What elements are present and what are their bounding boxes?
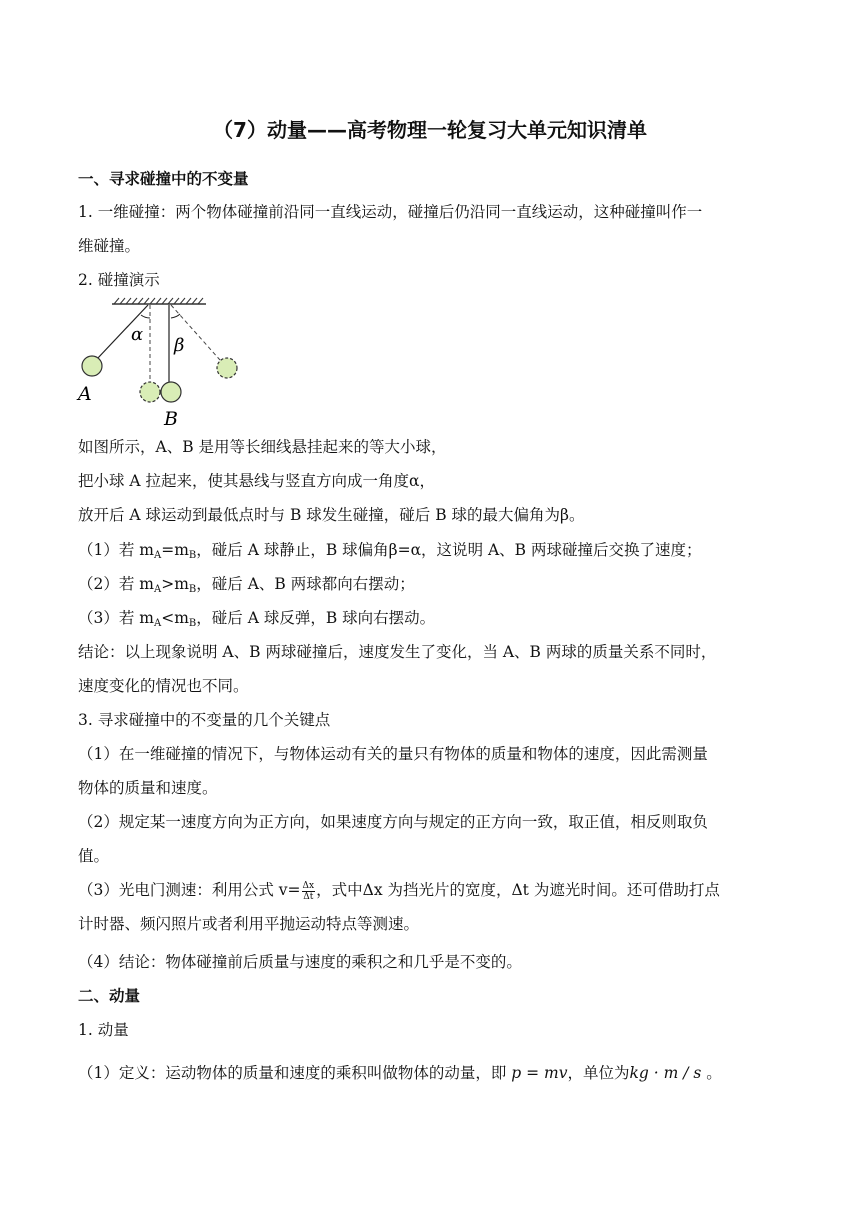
description-line-2: 把小球 A 拉起来，使其悬线与竖直方向成一角度α， — [78, 472, 436, 490]
paragraph-1-line-1: 1. 一维碰撞：两个物体碰撞前沿同一直线运动，碰撞后仍沿同一直线运动，这种碰撞叫作一 — [78, 203, 703, 221]
key-point-3-line-2: 计时器、频闪照片或者利用平抛运动特点等测速。 — [78, 915, 420, 933]
ball-a — [82, 356, 102, 376]
conclusion-line-1: 结论：以上现象说明 A、B 两球碰撞后，速度发生了变化，当 A、B 两球的质量关系不同时， — [78, 643, 717, 661]
ceiling-hatch — [112, 298, 206, 304]
section-2-heading: 二、动量 — [78, 987, 141, 1005]
case-2: （2）若 $m_A>m_B$，碰后 A、B 两球都向右摆动； — [78, 575, 415, 595]
momentum-definition: （1）定义：运动物体的质量和速度的乘积叫做物体的动量，即 p = mv，单位为kg · m / s 。 — [78, 1064, 722, 1082]
description-line-3: 放开后 A 球运动到最低点时与 B 球发生碰撞，碰后 B 球的最大偏角为β。 — [78, 506, 585, 524]
momentum-formula: p = mv — [511, 1064, 568, 1082]
key-point-3-line-1: （3）光电门测速：利用公式 v= $\frac{\Delta x}{\Delta t}$ ，式中Δx 为挡光片的宽度，Δt 为遮光时间。还可借助打点 — [78, 880, 720, 902]
paragraph-2: 2. 碰撞演示 — [78, 271, 160, 289]
description-line-1: 如图所示，A、B 是用等长细线悬挂起来的等大小球， — [78, 438, 447, 456]
angle-beta-arc — [171, 314, 180, 318]
key-point-1-line-2: 物体的质量和速度。 — [78, 779, 218, 797]
section-2-paragraph-1: 1. 动量 — [78, 1021, 129, 1039]
paragraph-1-line-2: 维碰撞。 — [78, 237, 141, 255]
case-3: （3）若 $m_A<m_B$，碰后 A 球反弹，B 球向右摆动。 — [78, 609, 436, 629]
key-point-2-line-2: 值。 — [78, 847, 110, 865]
alpha-label: α — [131, 324, 144, 345]
velocity-fraction: $\frac{\Delta x}{\Delta t}$ — [302, 880, 315, 902]
collision-pendulum-figure — [76, 294, 246, 428]
page-title: （7）动量——高考物理一轮复习大单元知识清单 — [213, 118, 647, 142]
ball-b — [161, 382, 181, 402]
ball-b-label: B — [164, 408, 178, 428]
key-point-2-line-1: （2）规定某一速度方向为正方向，如果速度方向与规定的正方向一致，取正值，相反则取负 — [78, 813, 708, 831]
section-1-heading: 一、寻求碰撞中的不变量 — [78, 170, 249, 188]
conclusion-line-2: 速度变化的情况也不同。 — [78, 677, 249, 695]
beta-label: β — [174, 335, 185, 356]
key-point-4: （4）结论：物体碰撞前后质量与速度的乘积之和几乎是不变的。 — [78, 953, 522, 971]
momentum-unit: kg · m / s — [629, 1064, 702, 1082]
ball-a-label: A — [78, 383, 92, 405]
case-1: （1）若 $m_A=m_B$，碰后 A 球静止，B 球偏角β=α，这说明 A、B 两球碰撞后交换了速度； — [78, 541, 702, 561]
key-point-1-line-1: （1）在一维碰撞的情况下，与物体运动有关的量只有物体的质量和物体的速度，因此需测量 — [78, 745, 708, 763]
paragraph-3: 3. 寻求碰撞中的不变量的几个关键点 — [78, 711, 331, 729]
ball-a-ghost — [140, 382, 160, 402]
ball-b-ghost — [217, 358, 237, 378]
angle-alpha-arc — [141, 315, 150, 318]
